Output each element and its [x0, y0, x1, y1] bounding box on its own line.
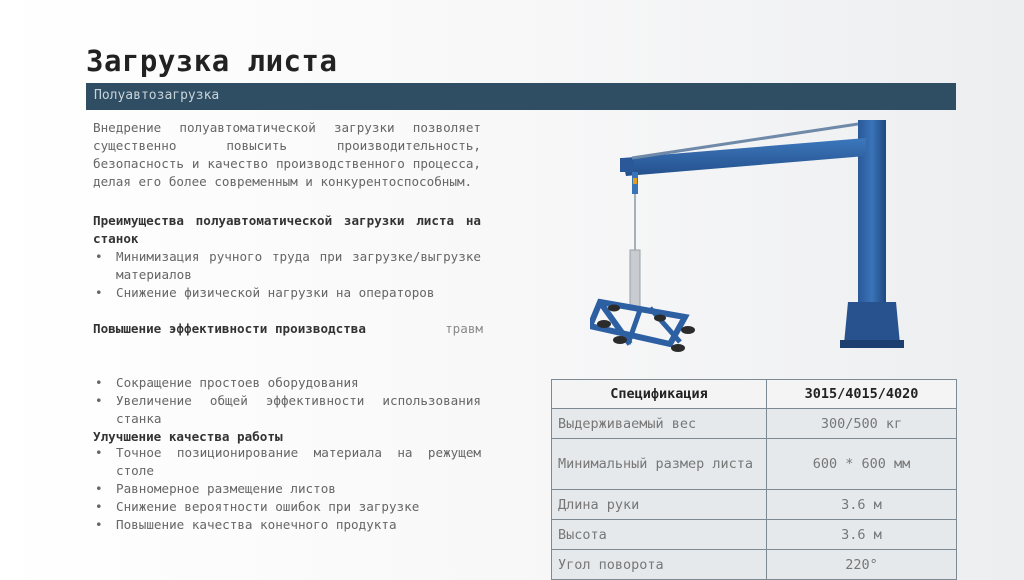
spec-table [551, 379, 957, 580]
list-item: • Точное позиционирование материала на режущем столе [93, 444, 481, 480]
table-cell: Высота [552, 520, 767, 550]
list-item: • Равномерное размещение листов [93, 480, 481, 498]
table-cell: 300/500 кг [767, 409, 957, 439]
table-row [552, 550, 957, 580]
table-header-cell: Спецификация [552, 380, 767, 409]
table-cell: Длина руки [552, 490, 767, 520]
list-item: • Сокращение простоев оборудования [93, 374, 481, 392]
table-row [552, 520, 957, 550]
list-item: • Увеличение общей эффективности использования станка [93, 392, 481, 428]
table-header-cell: 3015/4015/4020 [767, 380, 957, 409]
table-row [552, 490, 957, 520]
section-heading-quality: Улучшение качества работы [93, 429, 283, 444]
table-cell: Угол поворота [552, 550, 767, 580]
table-cell: 3.6 м [767, 490, 957, 520]
efficiency-list [93, 374, 481, 428]
table-cell: Выдерживаемый вес [552, 409, 767, 439]
list-item: • Повышение качества конечного продукта [93, 516, 481, 534]
list-item: • Снижение физической нагрузки на операторов [93, 284, 481, 302]
section-heading-advantages: Преимущества полуавтоматической загрузки листа на станок [93, 213, 481, 246]
table-cell: 600 * 600 мм [767, 439, 957, 490]
table-cell: Минимальный размер листа [552, 439, 767, 490]
jib-crane-image [590, 112, 910, 372]
subtitle-bar [86, 83, 956, 110]
list-item: • Минимизация ручного труда при загрузке/выгрузке материалов [93, 248, 481, 284]
page-title: Загрузка листа [86, 44, 338, 78]
table-row [552, 439, 957, 490]
quality-list [93, 444, 481, 534]
section-heading-efficiency: Повышение эффективности производства [93, 321, 366, 336]
list-item: • Снижение вероятности ошибок при загрузке [93, 498, 481, 516]
subtitle-text: Полуавтозагрузка [94, 88, 220, 103]
table-cell: 3.6 м [767, 520, 957, 550]
table-header-row [552, 380, 957, 409]
table-row [552, 409, 957, 439]
table-cell: 220° [767, 550, 957, 580]
overlap-ghost-text: травм [445, 321, 483, 336]
intro-paragraph: Внедрение полуавтоматической загрузки позволяет существенно повысить производительность, безопасность и качество производственного процесса, делая его более современным и конкурентоспособным. [93, 120, 481, 189]
advantages-list [93, 248, 481, 302]
